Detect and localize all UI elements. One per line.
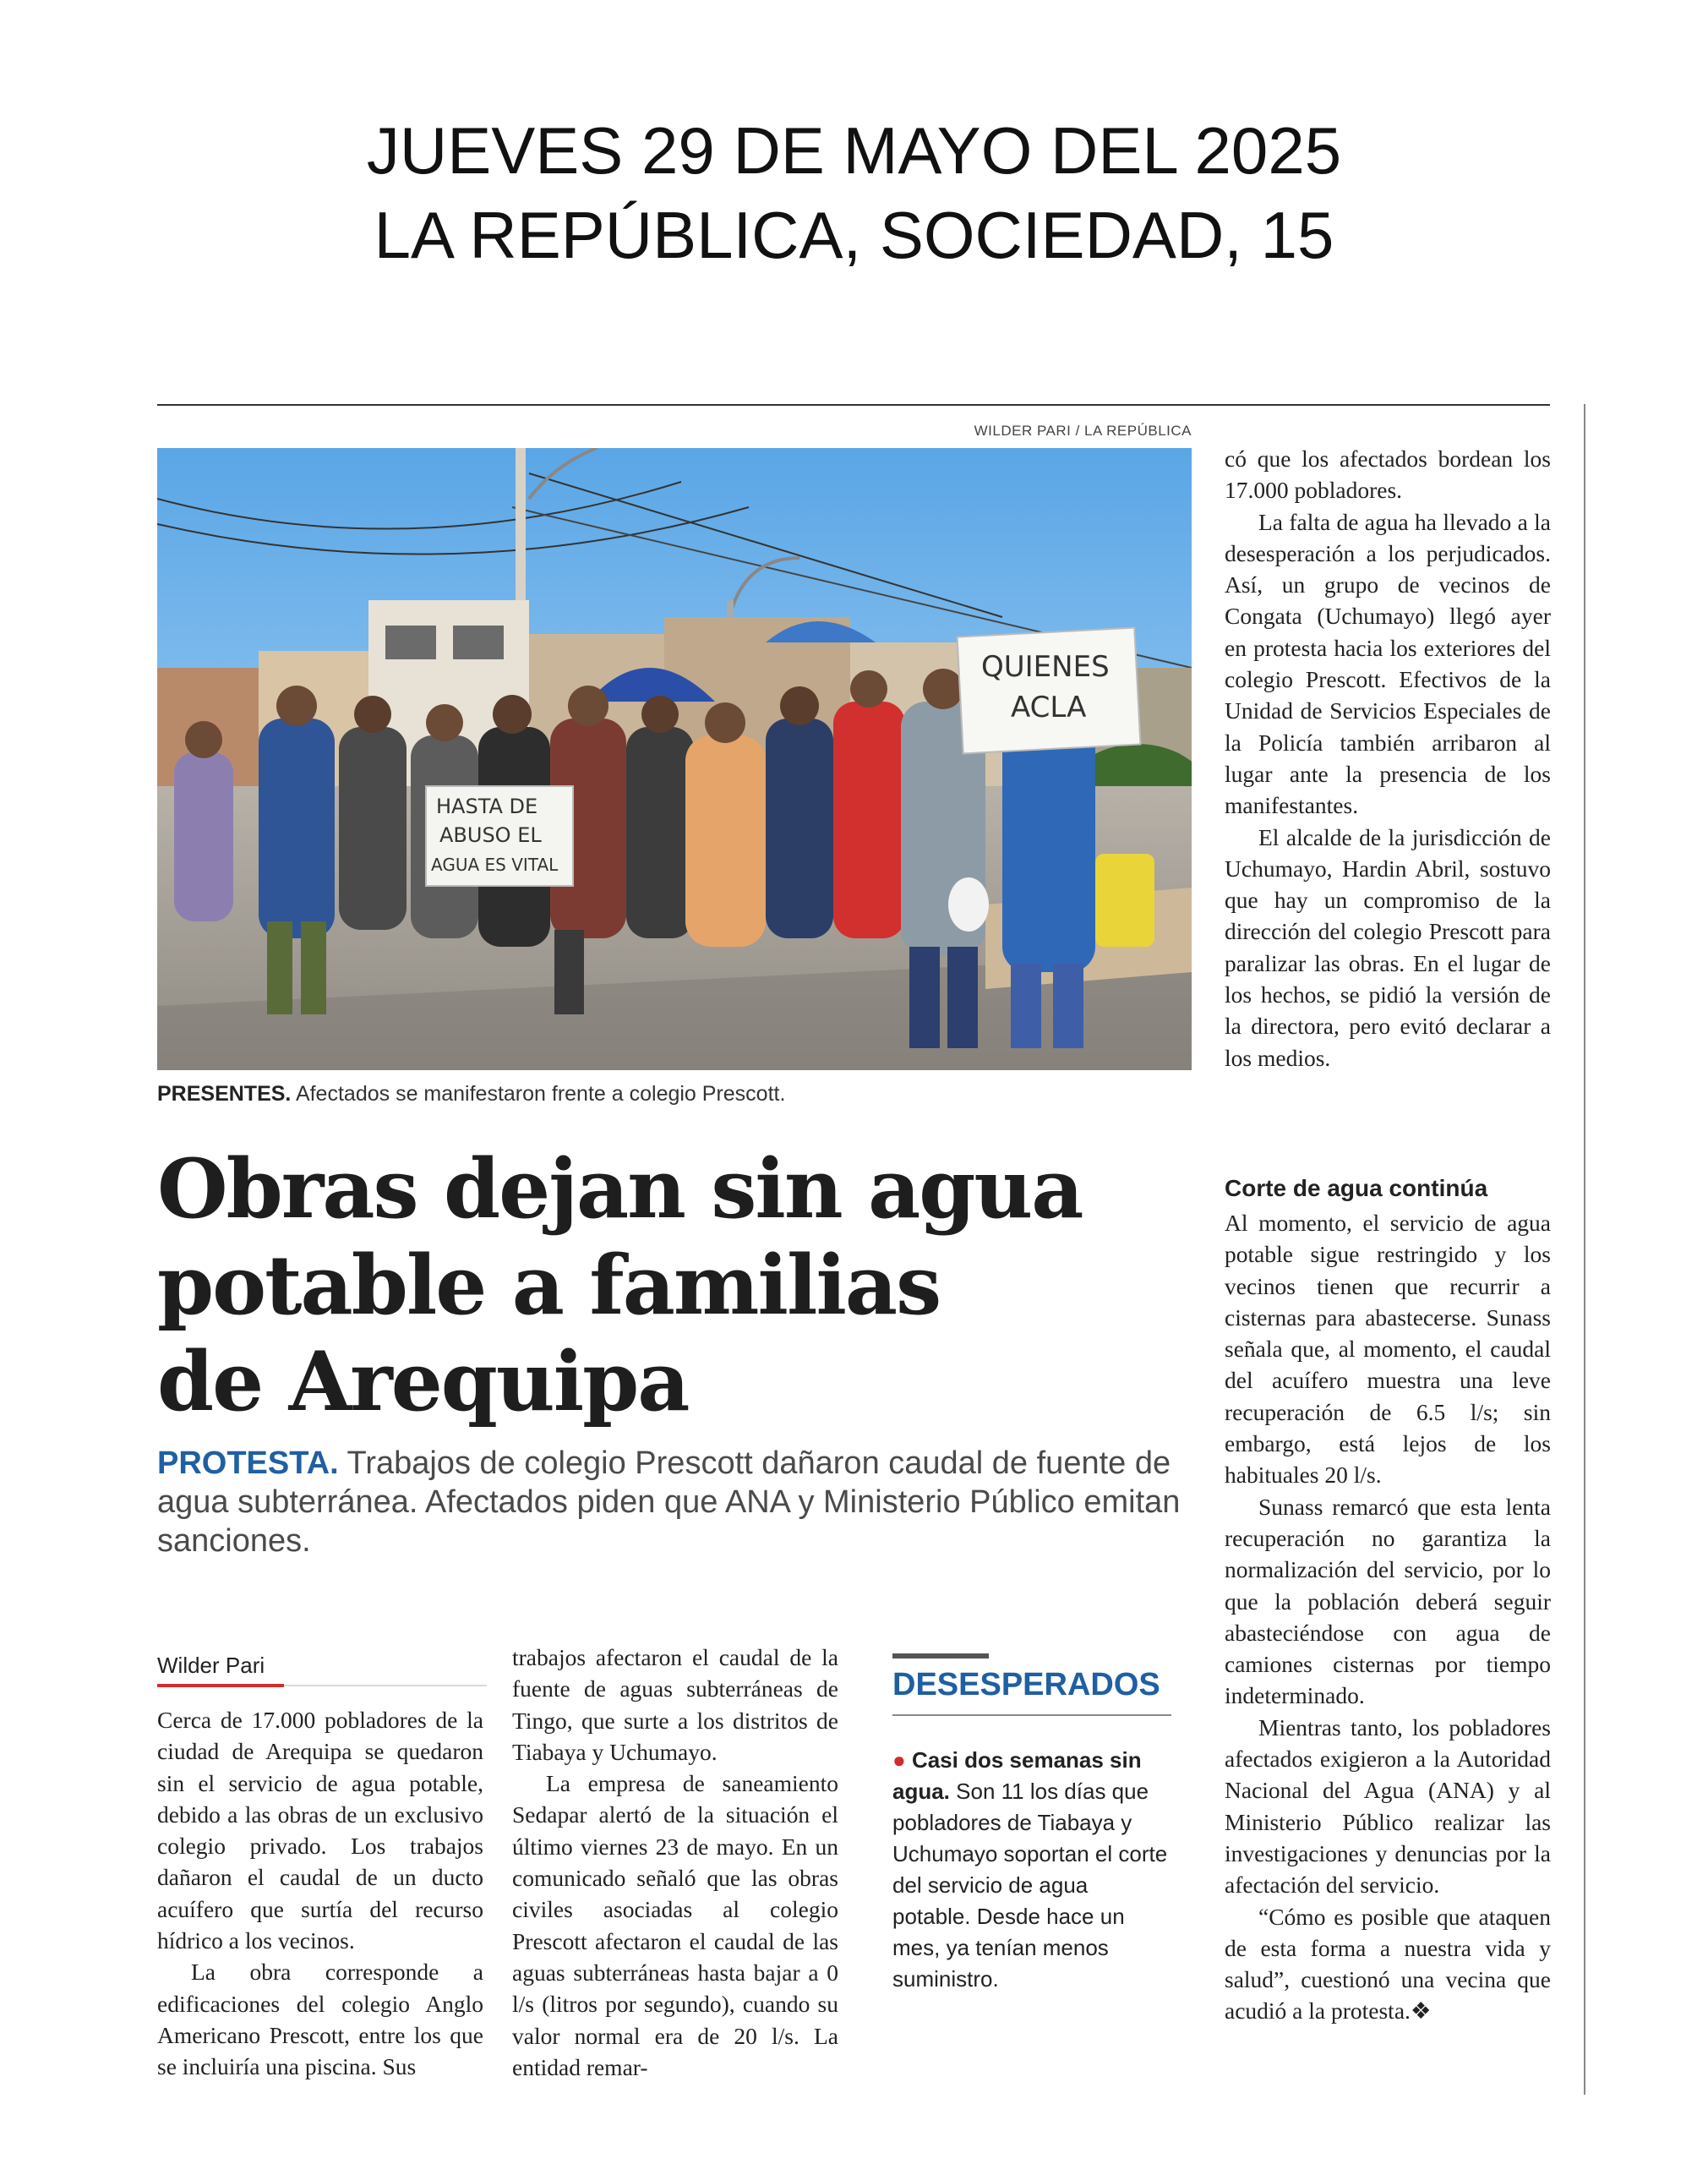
deck-text: Trabajos de colegio Prescott dañaron caudal de fuente de agua subterránea. Afectados piden que ANA y Ministerio Público emitan sanciones. [157,1445,1181,1559]
sidebox-body: Son 11 los días que pobladores de Tiabaya y Uchumayo soportan el corte del servicio de agua potable. Desde hace un mes, ya tenían menos suministro. [892,1779,1168,1992]
sign-right-line1: QUIENES [981,650,1110,684]
caption-label: PRESENTES. [157,1082,292,1106]
sign-left-line1: HASTA DE [436,795,538,818]
sidebox-rule [892,1714,1171,1716]
headline [157,1141,1192,1430]
page-header [0,108,1708,277]
headline-line2: potable a familias [157,1238,941,1333]
section-subhead: Corte de agua continúa [1225,1175,1488,1201]
sidebox-title: DESESPERADOS [892,1667,1160,1702]
header-date: JUEVES 29 DE MAYO DEL 2025 [366,113,1342,188]
top-rule [157,404,1550,406]
sign-left-line2: ABUSO EL [439,823,542,847]
column4-paragraph-5: Sunass remarcó que esta lenta recuperación no garantiza la normalización del servicio, por lo que la población deberá seguir abasteciéndose con agua de camiones cisternas por tiempo indeterminado. [1225,1493,1551,1709]
photo-caption [157,1082,1192,1107]
caption-text: Afectados se manifestaron frente a colegio Prescott. [291,1082,786,1106]
column4-paragraph-6: Mientras tanto, los pobladores afectados exigieron a la Autoridad Nacional del Agua (ANA) y al Ministerio Público realizar las investigaciones y denuncias por la afectación del servicio. [1225,1713,1551,1899]
sign-left-line3: AGUA ES VITAL [431,855,559,875]
article-column-1 [157,1704,483,2083]
photo-credit: WILDER PARI / LA REPÚBLICA [974,423,1192,439]
headline-line3: de Arequipa [157,1334,689,1429]
sidebox-top-rule [892,1653,989,1659]
column2-paragraph-2: La empresa de saneamiento Sedapar alertó de la situación el último viernes 23 de mayo. En un comunicado señaló que las obras civiles asociadas al colegio Prescott afectaron el caudal de las aguas subterráneas hasta bajar a 0 l/s (litros por segundo), cuando su valor normal era de 20 l/s. La entidad remar- [512,1770,838,2080]
column2-paragraph-1: trabajos afectaron el caudal de la fuente de aguas subterráneas de Tingo, que surte a los distritos de Tiabaya y Uchumayo. [512,1644,838,1765]
column4-paragraph-4: Al momento, el servicio de agua potable sigue restringido y los vecinos tienen que recurrir a cisternas para abastecerse. Sunass señala que, al momento, el caudal del acuífero muestra una leve recuperación de 6.5 l/s; sin embargo, está lejos de los habituales 20 l/s. [1225,1210,1551,1489]
deck-label: PROTESTA. [157,1445,339,1481]
sidebox-lead: Casi dos semanas sin agua. [892,1747,1142,1804]
headline-line1: Obras dejan sin agua [157,1141,1083,1237]
column4-paragraph-2: La falta de agua ha llevado a la desesperación a los perjudicados. Así, un grupo de vecinos de Congata (Uchumayo) llegó ayer en protesta hacia los exteriores del colegio Prescott. Efectivos de la Unidad de Servicios Especiales de la Policía también arribaron al lugar ante la presencia de los manifestantes. [1225,508,1551,819]
column4-paragraph-1: có que los afectados bordean los 17.000 pobladores. [1225,445,1551,504]
byline: Wilder Pari [157,1653,265,1678]
column1-paragraph-2: La obra corresponde a edificaciones del colegio Anglo Americano Prescott, entre los que se incluiría una piscina. Sus [157,1959,483,2080]
header-publication: LA REPÚBLICA, SOCIEDAD, 15 [374,198,1334,272]
deck-summary [157,1444,1192,1560]
sidebox-text [892,1745,1171,1995]
end-mark-icon: ❖ [1410,1997,1432,2025]
column4-paragraph-3: El alcalde de la jurisdicción de Uchumayo, Hardin Abril, sostuvo que hay un compromiso de la dirección del colegio Prescott para paralizar las obras. En el lugar de los hechos, se pidió la versión de la directora, pero evitó declarar a los medios. [1225,823,1551,1071]
article-column-4-top [1225,443,1551,1074]
sign-right-line2: ACLA [1011,691,1087,724]
article-column-4-bottom [1225,1207,1551,2027]
column4-paragraph-7 [1225,1901,1551,2027]
column1-paragraph-1: Cerca de 17.000 pobladores de la ciudad de Arequipa se quedaron sin el servicio de agua potable, debido a las obras de un exclusivo colegio privado. Los trabajos dañaron el caudal de un ducto acuífero que surtía del recurso hídrico a los vecinos. [157,1707,483,1954]
byline-rule [157,1685,487,1686]
closing-quote: “Cómo es posible que ataquen de esta forma a nuestra vida y salud”, cuestionó una vecina que acudió a la protesta. [1225,1903,1551,2025]
article-column-2 [512,1642,838,2083]
right-column-rule [1584,404,1585,2095]
sidebox-bullet-icon: ● [892,1747,906,1773]
protest-photo [157,448,1192,1070]
